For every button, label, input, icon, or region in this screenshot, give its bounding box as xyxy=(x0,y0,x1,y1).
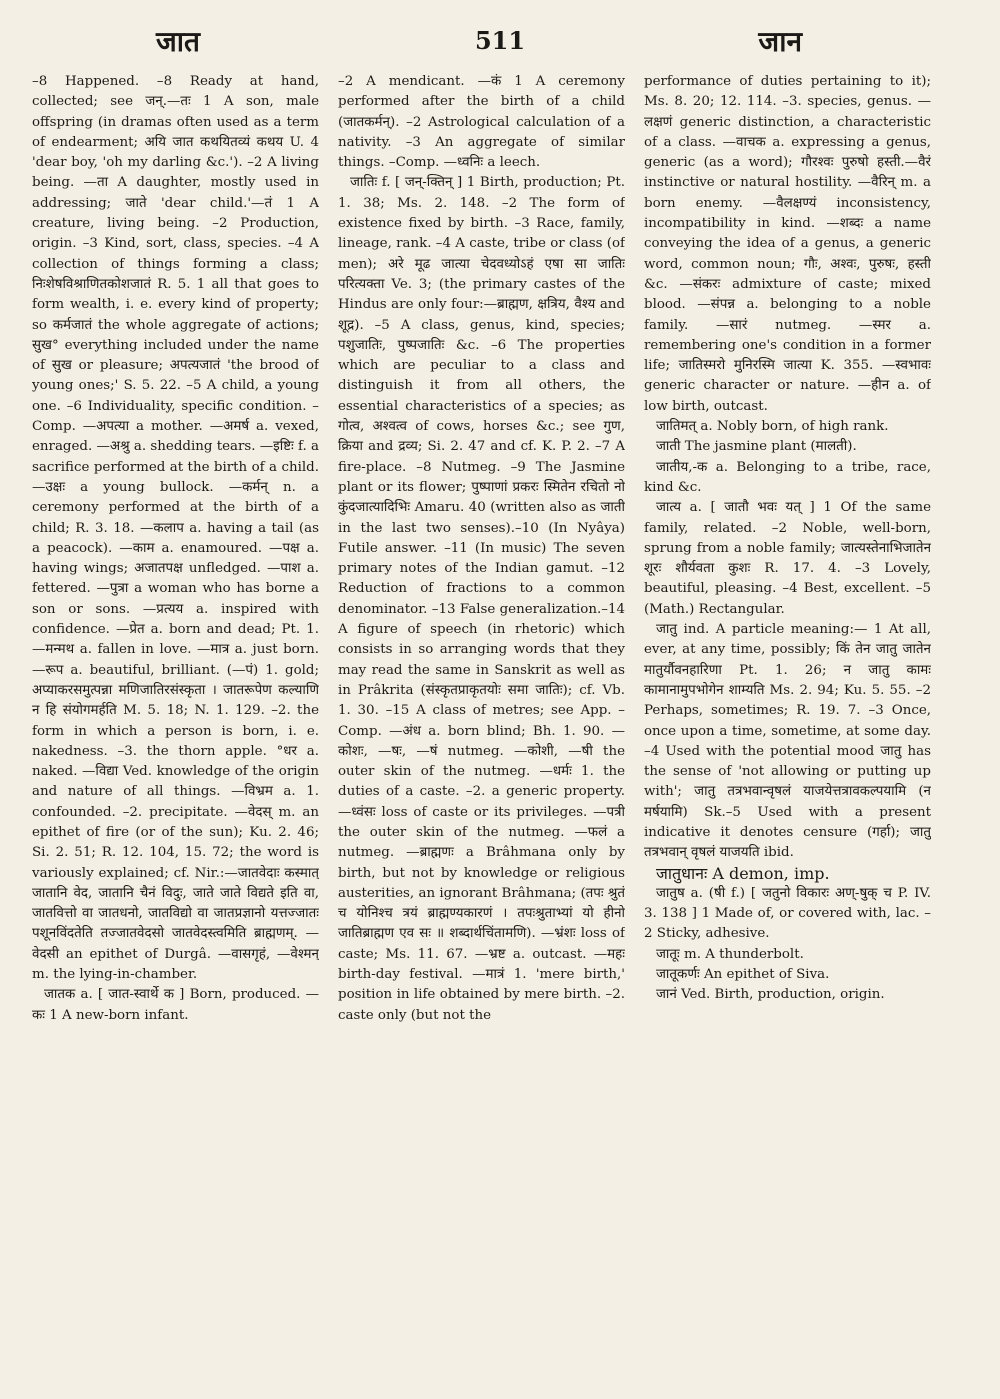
dictionary-entry: जानं Ved. Birth, production, origin. xyxy=(656,987,885,1003)
dictionary-entry: जातुष a. (षी f.) [ जतुनो विकारः अण्-षुक् च P. IV. 3. 138 ] 1 Made of, or covered with, lac. –2 Sticky, adhesive. xyxy=(644,885,931,942)
dictionary-columns xyxy=(32,70,972,1320)
dictionary-entry: जातु ind. A particle meaning:— 1 At all, ever, at any time, possibly; किं तेन जातु जातेन मातुर्यौवनहारिणा Pt. 1. 26; न जातु कामः कामानामुपभोगेन शाम्यति Ms. 2. 94; Ku. 5. 55. –2 Perhaps, sometimes; R. 19. 7. –3 Once, once upon a time, sometime, at some day. –4 Used with the potential mood जातु has the sense of 'not allowing or putting up with'; जातु तत्रभवान्वृषलं याजयेत्तत्रावकल्पयामि (न मर्षयामि) Sk.–5 Used with a present indicative it denotes censure (गर्हा); जातु तत्रभवान् वृषलं याजयति ibid. xyxy=(644,622,931,861)
dictionary-entry: –2 A mendicant. —कं 1 A ceremony performed after the birth of a child (जातकर्मन्). –2 Astrological calculation of a nativity. –3 An aggregate of similar things. –Comp. —ध्वनिः a leech. xyxy=(338,74,625,171)
page-number: 511 xyxy=(474,26,526,55)
dictionary-entry: जातूः m. A thunderbolt. xyxy=(656,946,804,962)
column-3 xyxy=(644,70,931,1320)
dictionary-entry: जाती The jasmine plant (मालती). xyxy=(656,439,857,455)
dictionary-entry: जातूकर्णः An epithet of Siva. xyxy=(656,967,830,983)
right-guide-word: जान xyxy=(758,25,802,58)
dictionary-entry: performance of duties pertaining to it); Ms. 8. 20; 12. 114. –3. species, genus. —लक्षणं generic distinction, a characteristic of a class. —वाचक a. expressing a genus, generic (as a word); गौरश्वः पुरुषो हस्ती.—वैरं instinctive or natural hostility. —वैरिन् m. a born enemy. —वैलक्षण्यं inconsistency, incompatibility in kind. —शब्दः a name conveying the idea of a genus, a generic word, common noun; गौः, अश्वः, पुरुषः, हस्ती &c. —संकरः admixture of caste; mixed blood. —संपन्न a. belonging to a noble family. —सारं nutmeg. —स्मर a. remembering one's condition in a former life; जातिस्मरो मुनिरस्मि जात्या K. 355. —स्वभावः generic character or nature. —हीन a. of low birth, outcast. xyxy=(644,74,931,414)
dictionary-entry: जातिः f. [ जन्-क्तिन् ] 1 Birth, production; Pt. 1. 38; Ms. 2. 148. –2 The form of existence fixed by birth. –3 Race, family, lineage, rank. –4 A caste, tribe or class (of men); अरे मूढ जात्या चेदवध्योऽहं एषा सा जातिः परित्यक्ता Ve. 3; (the primary castes of the Hindus are only four:—ब्राह्मण, क्षत्रिय, वैश्य and शूद्र). –5 A class, genus, kind, species; पशुजातिः, पुष्पजातिः &c. –6 The properties which are peculiar to a class and distinguish it from all others, the essential characteristics of a species; as गोत्व, अश्वत्व of cows, horses &c.; see गुण, क्रिया and द्रव्य; Si. 2. 47 and cf. K. P. 2. –7 A fire-place. –8 Nutmeg. –9 The Jasmine plant or its flower; पुष्पाणां प्रकरः स्मितेन रचितो नो कुंदजात्यादिभिः Amaru. 40 (written also as जाती in the last two senses).–10 (In Nyâya) Futile answer. –11 (In music) The seven primary notes of the Indian gamut. –12 Reduction of fractions to a common denominator. –13 False generalization.–14 A figure of speech (in rhetoric) which consists in so arranging words that they may read the same in Sanskrit as well as in Prâkrita (संस्कृतप्राकृतयोः समा जातिः); cf. Vb. 1. 30. –15 A class of metres; see App. –Comp. —अंध a. born blind; Bh. 1. 90. —कोशः, —षः, —षं nutmeg. —कोशी, —षी the outer skin of the nutmeg. —धर्मः 1. the duties of a caste. –2. a generic property. —ध्वंसः loss of caste or its privileges. —पत्री the outer skin of the nutmeg. —फलं a nutmeg. —ब्राह्मणः a Brâhmana only by birth, but not by knowledge or religious austerities, an ignorant Brâhmana; (तपः श्रुतं च योनिश्च त्रयं ब्राह्मण्यकारणं । तपःश्रुताभ्यां यो हीनो जातिब्राह्मण एव सः ॥ शब्दार्थचिंतामणि). —भ्रंशः loss of caste; Ms. 11. 67. —भ्रष्ट a. outcast. —महः birth-day festival. —मात्रं 1. 'mere birth,' position in life obtained by mere birth. –2. caste only (but not the xyxy=(338,175,625,1023)
dictionary-entry: जातक a. [ जात-स्वार्थे क ] Born, produced. —कः 1 A new-born infant. xyxy=(32,987,319,1023)
dictionary-entry: जातीय,-क a. Belonging to a tribe, race, kind &c. xyxy=(644,459,931,495)
page-header xyxy=(28,22,972,70)
column-1 xyxy=(32,70,319,1320)
column-2 xyxy=(338,70,625,1320)
left-guide-word: जात xyxy=(156,25,200,58)
dictionary-entry: जात्य a. [ जातौ भवः यत् ] 1 Of the same family, related. –2 Noble, well-born, sprung from a noble family; जात्यस्तेनाभिजातेन शूरः शौर्यवता कुशः R. 17. 4. –3 Lovely, beautiful, pleasing. –4 Best, excellent. –5 (Math.) Rectangular. xyxy=(644,500,931,617)
dictionary-entry: जातिमत् a. Nobly born, of high rank. xyxy=(656,419,889,435)
dictionary-entry: जातुधानः A demon, imp. xyxy=(656,863,830,883)
dictionary-entry: –8 Happened. –8 Ready at hand, collected; see जन्.—तः 1 A son, male offspring (in dramas often used as a term of endearment; अयि जात कथयितव्यं कथय U. 4 'dear boy, 'oh my darling &c.'). –2 A living being. —ता A daughter, mostly used in addressing; जाते 'dear child.'—तं 1 A creature, living being. –2 Production, origin. –3 Kind, sort, class, species. –4 A collection of things forming a class; निःशेषविश्राणितकोशजातं R. 5. 1 all that goes to form wealth, i. e. every kind of property; so कर्मजातं the whole aggregate of actions; सुख° everything included under the name of सुख or pleasure; अपत्यजातं 'the brood of young ones;' S. 5. 22. –5 A child, a young one. –6 Individuality, specific condition. –Comp. —अपत्या a mother. —अमर्ष a. vexed, enraged. —अश्रु a. shedding tears. —इष्टिः f. a sacrifice performed at the birth of a child. —उक्षः a young bullock. —कर्मन् n. a ceremony performed at the birth of a child; R. 3. 18. —कलाप a. having a tail (as a peacock). —काम a. enamoured. —पक्ष a. having wings; अजातपक्ष unfledged. —पाश a. fettered. —पुत्रा a woman who has borne a son or sons. —प्रत्यय a. inspired with confidence. —प्रेत a. born and dead; Pt. 1. —मन्मथ a. fallen in love. —मात्र a. just born. —रूप a. beautiful, brilliant. (—पं) 1. gold; अप्याकरसमुत्पन्ना मणिजातिरसंस्कृता । जातरूपेण कल्याणि न हि संयोगमर्हति M. 5. 18; N. 1. 129. –2. the form in which a person is born, i. e. nakedness. –3. the thorn apple. °धर a. naked. —विद्या Ved. knowledge of the origin and nature of all things. —विभ्रम a. 1. confounded. –2. precipitate. —वेदस् m. an epithet of fire (or of the sun); Ku. 2. 46; Si. 2. 51; R. 12. 104, 15. 72; the word is variously explained; cf. Nir.:—जातवेदाः कस्मात् जातानि वेद, जातानि चैनं विदुः, जाते जाते विद्यते इति वा, जातवित्तो वा जातधनो, जातविद्यो वा जातप्रज्ञानो यत्तज्जातः पशूनविंदतेति तज्जातवेदसो जातवेदस्त्वमिति ब्राह्मणम्. —वेदसी an epithet of Durgâ. —वासगृहं, —वेश्मन् m. the lying-in-chamber. xyxy=(32,74,319,983)
